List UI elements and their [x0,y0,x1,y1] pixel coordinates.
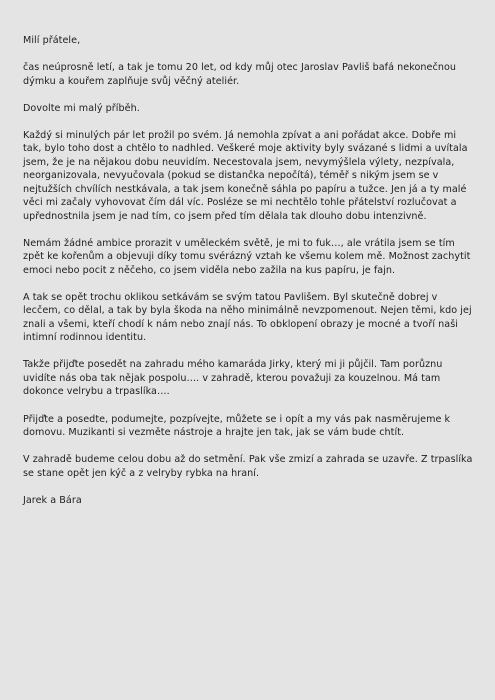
paragraph-intro: čas neúprosně letí, a tak je tomu 20 let, od kdy můj otec Jaroslav Pavliš bafá nekonečnou dýmku a kouřem zaplňuje svůj věčný ateliér. [23,62,456,87]
letter-greeting: Milí přátele, [23,35,81,46]
paragraph-father: A tak se opět trochu oklikou setkávám se svým tatou Pavlišem. Byl skutečně dobrej v lecčem, co dělal, a tak by byla škoda na něho minimálně nevzpomenout. Nejen těmi, kdo jej znali a všemi, kteří chodí k nám nebo znají nás. To obklopení obrazy je mocné a tvoří naši intimní rodinnou identitu. [23,291,472,344]
paragraph-ambitions: Nemám žádné ambice prorazit v uměleckém světě, je mi to fuk…, ale vrátila jsem se tím zpět ke kořenům a objevuji díky tomu svérázný vztah ke všemu kolem mě. Možnost zachytit emoci nebo pocit z něčeho, co jsem viděla nebo zažila na kus papíru, je fajn. [23,237,471,276]
paragraph-story-title: Dovolte mi malý příběh. [23,102,140,114]
paragraph-garden: Takže přijďte posedět na zahradu mého kamaráda Jirky, který mi ji půjčil. Tam porůznu uvidíte nás oba tak nějak pospolu…. v zahradě, kterou považuji za kouzelnou. Má tam dokonce velrybu a trpaslíka…. [23,359,443,398]
paragraph-invitation: Přijďte a posedte, podumejte, pozpívejte, můžete se i opít a my vás pak nasměrujeme k domovu. Muzikanti si vezměte nástroje a hrajte jen tak, jak se vám bude chtít. [23,413,451,439]
paragraph-story: Každý si minulých pár let prožil po svém. Já nemohla zpívat a ani pořádat akce. Dobře mi tak, bylo toho dost a chtělo to nadhled. Veškeré moje aktivity byly svázané s lidmi a uvítala jsem, že je na nějakou dobu neuvidím. Necestovala jsem, nevymýšlela výlety, nezpívala, neorganizovala, nevyučovala (pokud se distančka nepočítá), téměř s nikým jsem se v nejtužších chvílích nestkávala, a tak jsem konečně sáhla po papíru a tužce. Jen já a ty malé věci mi začaly vyhovovat čím dál víc. Posléze se mi nechtělo tohle přátelství rozlučovat a upřednostnila jsem je nad tím, co jsem před tím dělala tak dlouho dobu intenzivně. [23,129,468,222]
letter-signature: Jarek a Bára [23,494,82,506]
letter-body [23,34,473,507]
paragraph-closing: V zahradě budeme celou dobu až do setmění. Pak vše zmizí a zahrada se uzavře. Z trpaslíka se stane opět jen kýč a z velryby rybka na hraní. [23,454,473,479]
